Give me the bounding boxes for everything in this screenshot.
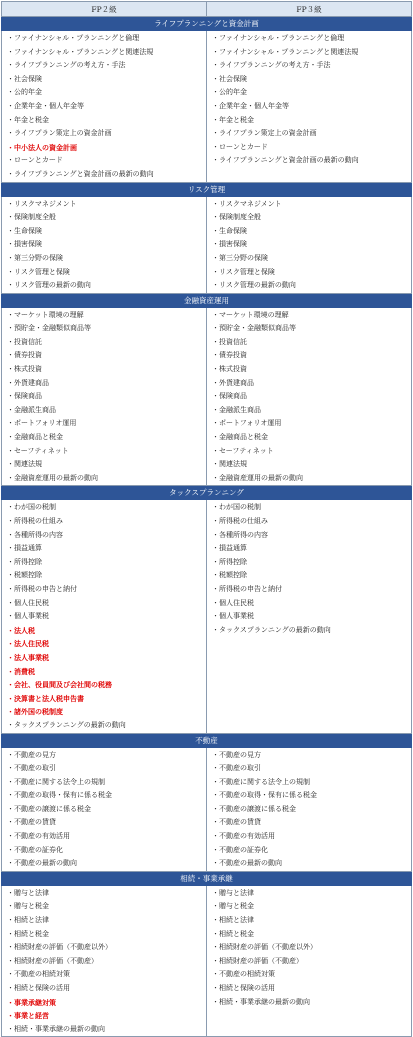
section-header-row [2,17,412,31]
topic-item: ・預貯金・金融類似商品等 [7,324,91,333]
topic-item: ・第三分野の保険 [7,253,63,262]
topic-item: ・不動産の賃貸 [212,818,261,827]
fp2-topics-cell [2,31,207,183]
topic-item: ・投資信託 [7,337,42,346]
topic-item-fp2-only: ・会社、役員間及び会社間の税務 [7,680,112,690]
section-body-row [2,31,412,183]
fp2-topics-cell [2,196,207,293]
topic-item: ・ライフプラン策定上の資金計画 [212,129,317,138]
topic-item: ・タックスプランニングの最新の動向 [7,720,126,729]
topic-item: ・相続財産の評価（不動産以外） [212,943,317,952]
section-title: 不動産 [2,733,412,747]
topic-item: ・不動産の見方 [212,750,261,759]
topic-item: ・セーフティネット [212,446,274,455]
topic-item: ・ファイナンシャル・プランニングと関連法規 [7,47,154,56]
topic-item: ・所得控除 [212,557,247,566]
section-title: 相続・事業承継 [2,871,412,885]
topic-item: ・相続・事業承継の最新の動向 [7,1024,105,1033]
topic-list [207,198,411,293]
topic-item: ・保険制度全般 [212,213,261,222]
topic-item: ・贈与と税金 [212,902,254,911]
topic-item: ・預貯金・金融類似商品等 [212,324,296,333]
topic-item: ・ローンとカード [212,142,268,151]
topic-item: ・各種所得の内容 [7,530,63,539]
topic-item: ・ポートフォリオ運用 [7,419,77,428]
topic-list [2,309,206,486]
topic-item: ・相続と税金 [7,929,49,938]
topic-item: ・年金と税金 [7,115,49,124]
topic-item: ・相続と保険の活用 [7,984,70,992]
topic-item: ・金融資産運用の最新の動向 [7,473,98,482]
topic-item: ・ライフプランニングと資金計画の最新の動向 [212,156,359,165]
topic-item: ・金融資産運用の最新の動向 [212,473,303,482]
topic-item-fp2-only: ・決算書と法人税申告書 [7,693,84,703]
topic-item: ・不動産の譲渡に係る税金 [7,804,91,813]
topic-item: ・個人事業税 [7,612,49,621]
topic-item: ・不動産の取引 [7,764,56,773]
topic-item: ・タックスプランニングの最新の動向 [212,625,331,634]
topic-item: ・不動産の取引 [212,764,261,773]
topic-item: ・リスク管理の最新の動向 [7,281,91,290]
topic-item: ・不動産の最新の動向 [212,859,282,868]
comparison-table [1,1,412,1037]
topic-item: ・保険制度全般 [7,213,56,222]
section-header-row [2,293,412,307]
topic-item-fp2-only: ・中小法人の資金計画 [7,142,77,152]
column-header-fp3: FP３級 [207,2,412,17]
topic-item: ・不動産の最新の動向 [7,859,77,868]
topic-item: ・保険商品 [7,392,42,401]
section-body-row [2,885,412,1037]
topic-item: ・外貨建商品 [212,378,254,387]
section-header-row [2,182,412,196]
topic-item: ・ライフプランニングの考え方・手法 [7,61,126,70]
topic-item: ・企業年金・個人年金等 [7,101,84,110]
topic-item-fp2-only: ・事業承継対策 [7,997,56,1007]
topic-item: ・マーケット環境の理解 [212,310,289,319]
topic-list [207,501,411,637]
topic-list [207,749,411,871]
topic-item: ・所得税の申告と納付 [212,584,282,593]
fp2-topics-cell [2,747,207,871]
topic-item: ・相続と法律 [212,916,254,925]
table-body [2,17,412,1037]
topic-item: ・リスク管理と保険 [212,267,275,276]
topic-item: ・不動産に関する法令上の規制 [212,777,310,786]
topic-item: ・保険商品 [212,392,247,401]
section-title: ライフプランニングと資金計画 [2,17,412,31]
topic-item: ・ファイナンシャル・プランニングと倫理 [7,34,140,42]
topic-item: ・債券投資 [7,351,42,360]
topic-item: ・個人住民税 [7,598,49,607]
section-body-row [2,307,412,486]
topic-item: ・生命保険 [212,226,247,235]
topic-item: ・ライフプラン策定上の資金計画 [7,129,112,138]
topic-item-fp2-only: ・法人住民税 [7,639,49,649]
topic-item: ・企業年金・個人年金等 [212,101,289,110]
topic-item: ・相続財産の評価（不動産） [212,956,303,965]
topic-item-fp2-only: ・消費税 [7,666,35,676]
topic-item: ・損益通算 [212,544,247,553]
topic-item: ・ファイナンシャル・プランニングと関連法規 [212,47,359,56]
topic-item: ・わが国の税制 [212,503,261,512]
topic-item: ・所得税の仕組み [7,517,63,525]
topic-item: ・セーフティネット [7,446,69,455]
topic-item: ・所得税の申告と納付 [7,584,77,593]
topic-item: ・年金と税金 [212,115,254,124]
topic-item: ・相続・事業承継の最新の動向 [212,997,310,1006]
topic-item: ・マーケット環境の理解 [7,310,84,319]
topic-item: ・個人住民税 [212,598,254,607]
section-title: タックスプランニング [2,486,412,500]
topic-item: ・相続と保険の活用 [212,984,275,992]
topic-item: ・損害保険 [7,240,42,249]
topic-item: ・ライフプランニングの考え方・手法 [212,61,331,70]
topic-item: ・不動産の取得・保有に係る税金 [212,791,317,800]
fp3-topics-cell [207,31,412,183]
topic-item: ・リスクマネジメント [212,199,282,208]
topic-list [207,32,411,168]
section-body-row [2,747,412,871]
topic-item: ・リスク管理と保険 [7,267,70,276]
topic-item: ・公的年金 [212,88,247,97]
topic-item: ・相続財産の評価（不動産） [7,956,98,965]
section-title: リスク管理 [2,182,412,196]
fp2-topics-cell [2,500,207,733]
section-body-row [2,500,412,733]
column-header-row [2,2,412,17]
topic-item: ・生命保険 [7,226,42,235]
section-header-row [2,871,412,885]
column-header-fp2: FP２級 [2,2,207,17]
topic-item: ・各種所得の内容 [212,530,268,539]
topic-item: ・不動産の相続対策 [7,970,70,979]
topic-item-fp2-only: ・法人事業税 [7,652,49,662]
fp3-topics-cell [207,747,412,871]
topic-item: ・不動産の見方 [7,750,56,759]
topic-item: ・投資信託 [212,337,247,346]
topic-item: ・損益通算 [7,544,42,553]
topic-list [2,198,206,293]
topic-item: ・贈与と税金 [7,902,49,911]
section-header-row [2,733,412,747]
topic-item: ・第三分野の保険 [212,253,268,262]
topic-item: ・損害保険 [212,240,247,249]
topic-item: ・所得控除 [7,557,42,566]
topic-item: ・不動産の証券化 [212,845,268,854]
section-header-row [2,486,412,500]
topic-item: ・リスクマネジメント [7,199,77,208]
topic-item: ・贈与と法律 [7,888,49,897]
topic-item: ・株式投資 [212,365,247,374]
topic-item: ・税額控除 [7,571,42,580]
fp3-topics-cell [207,500,412,733]
topic-item-fp2-only: ・法人税 [7,625,35,635]
topic-list [2,749,206,871]
topic-item: ・金融派生商品 [212,405,261,414]
topic-item: ・社会保険 [7,74,42,83]
fp3-topics-cell [207,196,412,293]
topic-item: ・金融派生商品 [7,405,56,414]
topic-list [2,32,206,182]
topic-item: ・金融商品と税金 [7,433,63,442]
topic-list [207,887,411,1009]
topic-item: ・リスク管理の最新の動向 [212,281,296,290]
topic-item: ・相続と税金 [212,929,254,938]
topic-item: ・金融商品と税金 [212,433,268,442]
topic-item: ・相続と法律 [7,916,49,925]
topic-item: ・わが国の税制 [7,503,56,512]
topic-item-fp2-only: ・事業と経営 [7,1011,49,1021]
topic-item: ・贈与と法律 [212,888,254,897]
topic-item: ・不動産の有効活用 [7,832,70,841]
topic-item: ・ポートフォリオ運用 [212,419,282,428]
topic-item: ・株式投資 [7,365,42,374]
topic-item: ・不動産に関する法令上の規制 [7,777,105,786]
topic-item: ・不動産の取得・保有に係る税金 [7,791,112,800]
topic-item: ・ローンとカード [7,156,63,165]
topic-item: ・関連法規 [7,460,42,469]
topic-list [2,501,206,732]
topic-item: ・不動産の賃貸 [7,818,56,827]
topic-item: ・ライフプランニングと資金計画の最新の動向 [7,169,154,178]
topic-item: ・社会保険 [212,74,247,83]
fp2-topics-cell [2,885,207,1037]
topic-item: ・相続財産の評価（不動産以外） [7,943,112,952]
topic-item-fp2-only: ・諸外国の税制度 [7,707,63,717]
fp3-topics-cell [207,307,412,486]
topic-item: ・ファイナンシャル・プランニングと倫理 [212,34,345,42]
topic-item: ・債券投資 [212,351,247,360]
topic-item: ・不動産の相続対策 [212,970,275,979]
topic-item: ・公的年金 [7,88,42,97]
section-title: 金融資産運用 [2,293,412,307]
topic-item: ・税額控除 [212,571,247,580]
topic-list [207,309,411,486]
topic-item: ・不動産の証券化 [7,845,63,854]
fp2-topics-cell [2,307,207,486]
topic-item: ・関連法規 [212,460,247,469]
topic-item: ・不動産の有効活用 [212,832,275,841]
topic-item: ・個人事業税 [212,612,254,621]
topic-list [2,887,206,1037]
section-body-row [2,196,412,293]
topic-item: ・所得税の仕組み [212,517,268,525]
topic-item: ・外貨建商品 [7,378,49,387]
fp3-topics-cell [207,885,412,1037]
topic-item: ・不動産の譲渡に係る税金 [212,804,296,813]
